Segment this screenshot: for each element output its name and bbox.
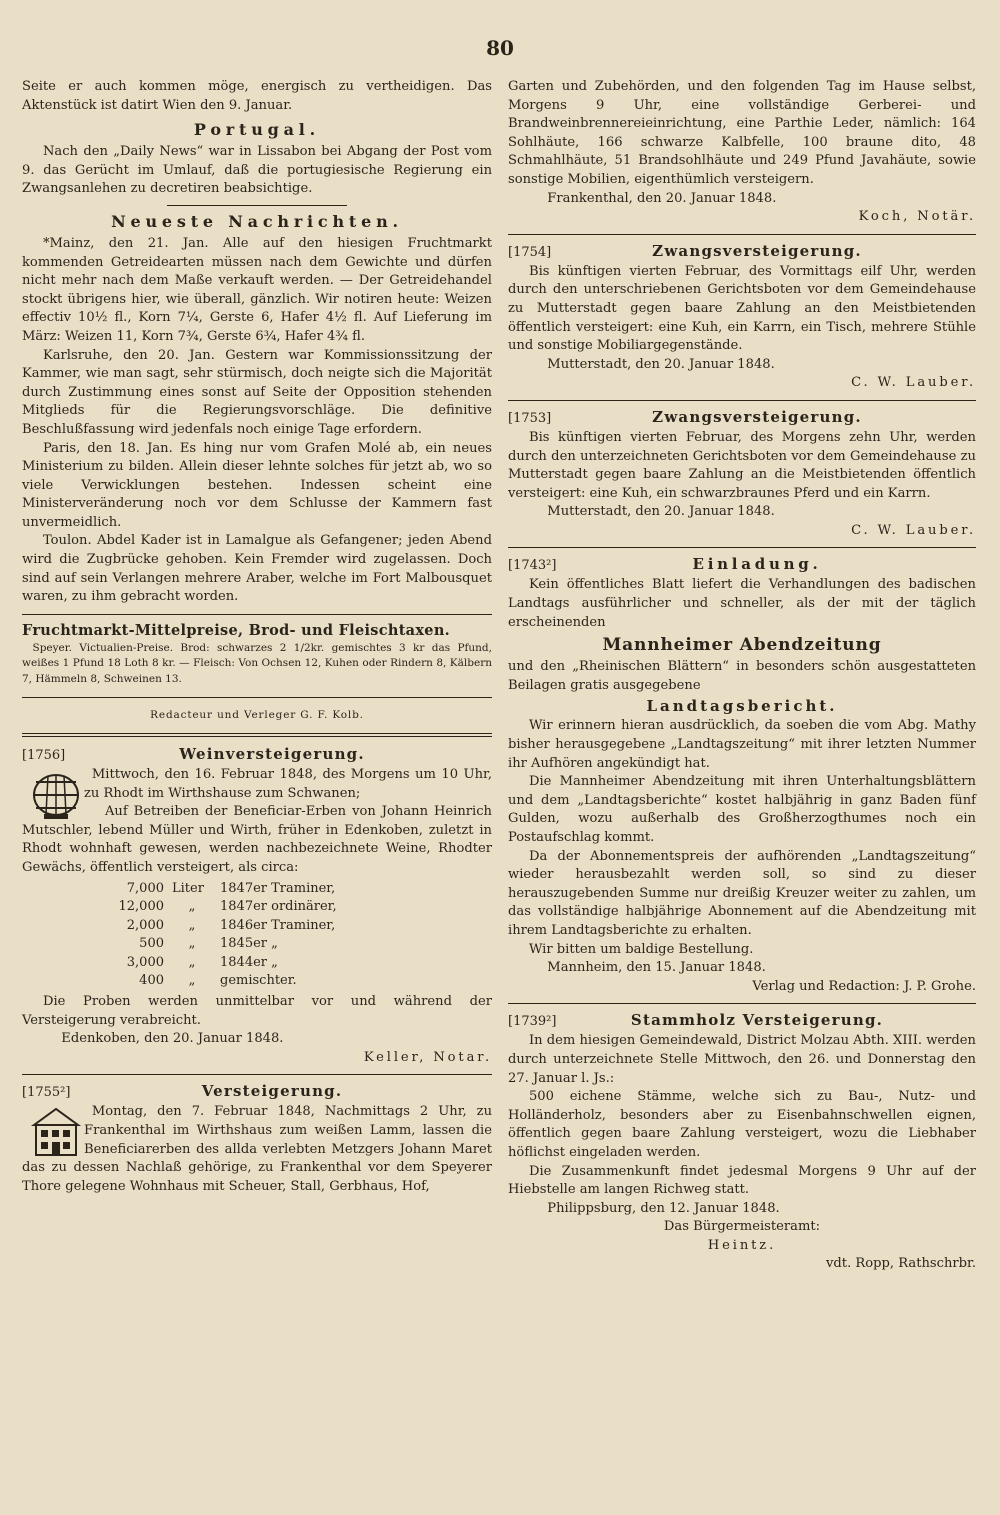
prices-heading: Fruchtmarkt-Mittelpreise, Brod- und Fleischtaxen. <box>22 621 450 639</box>
list-item: 500 „ 1845er „ <box>139 936 278 952</box>
ad-number: [1753] <box>508 410 552 426</box>
list-item: 7,000 Liter 1847er Traminer, <box>126 880 336 896</box>
portugal-text: Nach den „Daily News“ war in Lissabon bei Abgang der Post vom 9. das Gerücht im Umlauf, daß die portugiesische Regierung ein Zwangsanlehen zu decretiren beabsichtige. <box>22 144 492 197</box>
ad-1743-p2: Die Mannheimer Abendzeitung mit ihren Unterhaltungsblättern und dem „Landtagsberichte“ kostet halbjährig in ganz Baden fünf Gulden, wozu außerhalb des Großherzogthumes noch ein Postaufschlag kommt. <box>508 774 976 845</box>
section-divider <box>508 400 976 401</box>
left-column <box>22 78 492 1196</box>
ad-1743-signature: Verlag und Redaction: J. P. Grohe. <box>752 978 976 994</box>
news-toulon: Toulon. Abdel Kader ist in Lamalgue als Gefangener; jeden Abend wird die Zugbrücke gehoben. Kein Fremder wird zugelassen. Doch sind auf sein Verlangen mehrere Araber, welche im Fort Malbousquet waren, zu ihm gebracht worden. <box>22 533 492 605</box>
ad-1739-p3: Die Zusammenkunft findet jedesmal Morgens 9 Uhr auf der Hiebstelle am langen Richweg statt. <box>508 1163 976 1198</box>
ad-number: [1739²] <box>508 1014 557 1030</box>
ad-1754-header <box>508 242 976 260</box>
austria-tail: Seite er auch kommen möge, energisch zu vertheidigen. Das Aktenstück ist datirt Wien den 9. Januar. <box>22 79 492 113</box>
ad-number: [1755²] <box>22 1085 71 1101</box>
ad-1743-p1: Wir erinnern hieran ausdrücklich, da soeben die vom Abg. Mathy bisher herausgegebene „Landtagszeitung“ mit ihrer letzten Nummer ihr Aufhören angekündigt hat. <box>508 718 976 771</box>
ad-1743-place: Mannheim, den 15. Januar 1848. <box>547 960 766 976</box>
ad-1743-intro2: und den „Rheinischen Blättern“ in besonders schön ausgestatteten Beilagen gratis ausgegebene <box>508 659 976 693</box>
ad-title: Zwangsversteigerung. <box>652 407 862 426</box>
ad-1739-header <box>508 1011 976 1029</box>
wine-barrel-icon <box>28 768 84 822</box>
ad-1756-p2: Auf Betreiben der Beneficiar-Erben von Johann Heinrich Mutschler, lebend Müller und Wirth, früher in Edenkoben, zuletzt in Rhodt wohnhaft gewesen, werden nachbezeichnete Weine, Rhodter Gewächs, öffentlich versteigert, als circa: <box>22 804 492 875</box>
list-item: 400 „ gemischter. <box>139 973 297 989</box>
ad-1739-place: Philippsburg, den 12. Januar 1848. <box>547 1200 780 1216</box>
right-column <box>508 78 976 1274</box>
list-item: 12,000 „ 1847er ordinärer, <box>118 899 337 915</box>
ad-1753-place: Mutterstadt, den 20. Januar 1848. <box>547 504 775 520</box>
ad-1756-body <box>22 766 492 803</box>
ad-1755-header <box>22 1082 492 1100</box>
ad-1743-p4: Wir bitten um baldige Bestellung. <box>528 941 754 957</box>
ad-title: Weinversteigerung. <box>179 744 365 763</box>
ad-1739-office: Das Bürgermeisteramt: <box>663 1219 821 1235</box>
ad-1754-text: Bis künftigen vierten Februar, des Vormittags eilf Uhr, werden durch den unterschriebenen Gerichtsboten vor dem Gemeindehause zu Mutterstadt gegen baare Zahlung an den Meistbietenden öffentlich versteigert: eine Kuh, ein Karrn, ein Tisch, mehrere Stühle und sonstige Mobiliargegenstände. <box>508 263 976 354</box>
section-divider <box>22 697 492 698</box>
ad-number: [1754] <box>508 244 552 260</box>
ad-1755-body <box>22 1103 492 1196</box>
heavy-divider <box>22 733 492 737</box>
section-divider <box>22 614 492 615</box>
ad-1756-p1: Mittwoch, den 16. Februar 1848, des Morgens um 10 Uhr, zu Rhodt im Wirthshause zum Schwanen; <box>84 766 492 801</box>
ad-1756-p3: Die Proben werden unmittelbar vor und während der Versteigerung verabreicht. <box>22 994 492 1028</box>
ad-title: Zwangsversteigerung. <box>652 241 862 260</box>
ad-1755-text: Montag, den 7. Februar 1848, Nachmittags 2 Uhr, zu Frankenthal im Wirthshaus zum weißen Lamm, lassen die Beneficiarerben des allda verlebten Metzgers Johann Maret das zu dessen Nachlaß gehörige, zu Frankenthal vor dem Speyerer Thore gelegene Wohnhaus mit Scheuer, Stall, Gerbhaus, Hof, <box>22 1104 492 1194</box>
ad-1739-name: Heintz. <box>707 1237 777 1253</box>
ad-title: Stammholz Versteigerung. <box>630 1011 884 1030</box>
ad-1754-place: Mutterstadt, den 20. Januar 1848. <box>547 356 775 372</box>
section-divider <box>508 547 976 548</box>
news-karlsruhe: Karlsruhe, den 20. Jan. Gestern war Kommissionssitzung der Kammer, wie man sagt, sehr stürmisch, doch neigte sich die Majorität durch Zustimmung eines sonst auf Seite der Opposition stehenden Mitglieds für die Regierungsvorschläge. Die definitive Beschlußfassung wird jedenfals noch einige Tage erfordern. <box>22 347 492 437</box>
ad-1756-header <box>22 745 492 763</box>
ad-1756-place: Edenkoben, den 20. Januar 1848. <box>61 1031 284 1047</box>
page-number: 80 <box>486 36 514 60</box>
section-divider <box>508 234 976 235</box>
wine-list <box>102 880 345 992</box>
ad-1756-signature: Keller, Notar. <box>363 1049 492 1065</box>
ad-number: [1743²] <box>508 558 557 574</box>
house-icon <box>28 1105 84 1159</box>
ad-1753-text: Bis künftigen vierten Februar, des Morgens zehn Uhr, werden durch den unterzeichneten Gerichtsboten vor dem Gemeindehause zu Mutterstadt gegen baare Zahlung an die Meistbietenden öffentlich versteigert: eine Kuh, ein schwarzbraunes Pferd und ein Karrn. <box>508 429 976 501</box>
news-paris: Paris, den 18. Jan. Es hing nur vom Grafen Molé ab, ein neues Ministerium zu bilden. Allein dieser lehnte solches für jetzt ab, wo so viele Verwicklungen bestehen. Indessen scheint eine Ministerveränderung noch vor dem Schlusse der Kammern fast unvermeidlich. <box>22 440 492 530</box>
ad-title: Versteigerung. <box>201 1082 343 1101</box>
portugal-heading: Portugal. <box>193 120 321 140</box>
list-item: 3,000 „ 1844er „ <box>126 954 278 970</box>
supplement-title: Landtagsbericht. <box>646 697 838 716</box>
ad-1743-p3: Da der Abonnementspreis der aufhörenden „Landtagszeitung“ wieder herausbezahlt werden soll, so sind zu dieser herauszugebenden Summe nur dreißig Kreuzer weiter zu zahlen, um das vollständige halbjährige Abonnement auf die Abendzeitung mit ihrem Landtagsberichte zu erhalten. <box>508 848 976 938</box>
ad-1753-header <box>508 408 976 426</box>
ad-1739-clerk: vdt. Ropp, Rathschrbr. <box>826 1256 976 1272</box>
imprint: Redacteur und Verleger G. F. Kolb. <box>150 709 364 722</box>
section-divider <box>167 205 347 206</box>
ad-number: [1756] <box>22 747 66 763</box>
ad-1753-signature: C. W. Lauber. <box>851 522 976 538</box>
ad-1743-header <box>508 555 976 573</box>
list-item: 2,000 „ 1846er Traminer, <box>126 917 336 933</box>
section-divider <box>22 1074 492 1075</box>
ad-1755-place: Frankenthal, den 20. Januar 1848. <box>547 190 777 206</box>
news-mainz: *Mainz, den 21. Jan. Alle auf den hiesigen Fruchtmarkt kommenden Getreidearten müssen nach dem Gewichte und dürfen nicht mehr nach dem Maße verkauft werden. — Der Getreidehandel stockt übrigens hier, wie überall, gänzlich. Wir notiren heute: Weizen effectiv 10½ fl., Korn 7¼, Gerste 6, Hafer 4½ fl. Auf Lieferung im März: Weizen 11, Korn 7¾, Gerste 6¾, Hafer 4¾ fl. <box>22 235 492 344</box>
ad-1755-signature: Koch, Notär. <box>858 209 976 225</box>
ad-1739-p2: 500 eichene Stämme, welche sich zu Bau-, Nutz- und Holländerholz, besonders aber zu Eisenbahnschwellen eignen, öffentlich gegen baare Zahlung versteigert, wozu die Liebhaber höflichst eingeladen werden. <box>508 1089 976 1160</box>
ad-1754-signature: C. W. Lauber. <box>851 375 976 391</box>
section-divider <box>508 1003 976 1004</box>
newspaper-title: Mannheimer Abendzeitung <box>602 635 882 656</box>
news-heading: Neueste Nachrichten. <box>111 211 403 231</box>
ad-title: Einladung. <box>692 555 822 574</box>
ad-1739-p1: In dem hiesigen Gemeindewald, District Molzau Abth. XIII. werden durch unterzeichnete Stelle Mittwoch, den 26. und Donnerstag den 27. Januar l. Js.: <box>508 1033 976 1086</box>
ad-1755-continued: Garten und Zubehörden, und den folgenden Tag im Hause selbst, Morgens 9 Uhr, eine vollständige Gerberei- und Brandweinbrennereieinrichtung, eine Parthie Leder, nämlich: 164 Sohlhäute, 166 schwarze Kalbfelle, 100 braune dito, 48 Schmahlhäute, 51 Brandsohlhäute und 249 Pfund Javahäute, sowie sonstige Mobilien, eigenthümlich versteigern. <box>508 79 976 187</box>
ad-1743-intro: Kein öffentliches Blatt liefert die Verhandlungen des badischen Landtags ausführlicher und schneller, als der mit der täglich erscheinenden <box>508 577 976 630</box>
prices-text: Speyer. Victualien-Preise. Brod: schwarzes 2 1/2kr. gemischtes 3 kr das Pfund, weißes 1 Pfund 18 Loth 8 kr. — Fleisch: Von Ochsen 12, Kuhen oder Rindern 8, Kälbern 7, Hämmeln 8, Schweinen 13. <box>22 641 492 685</box>
